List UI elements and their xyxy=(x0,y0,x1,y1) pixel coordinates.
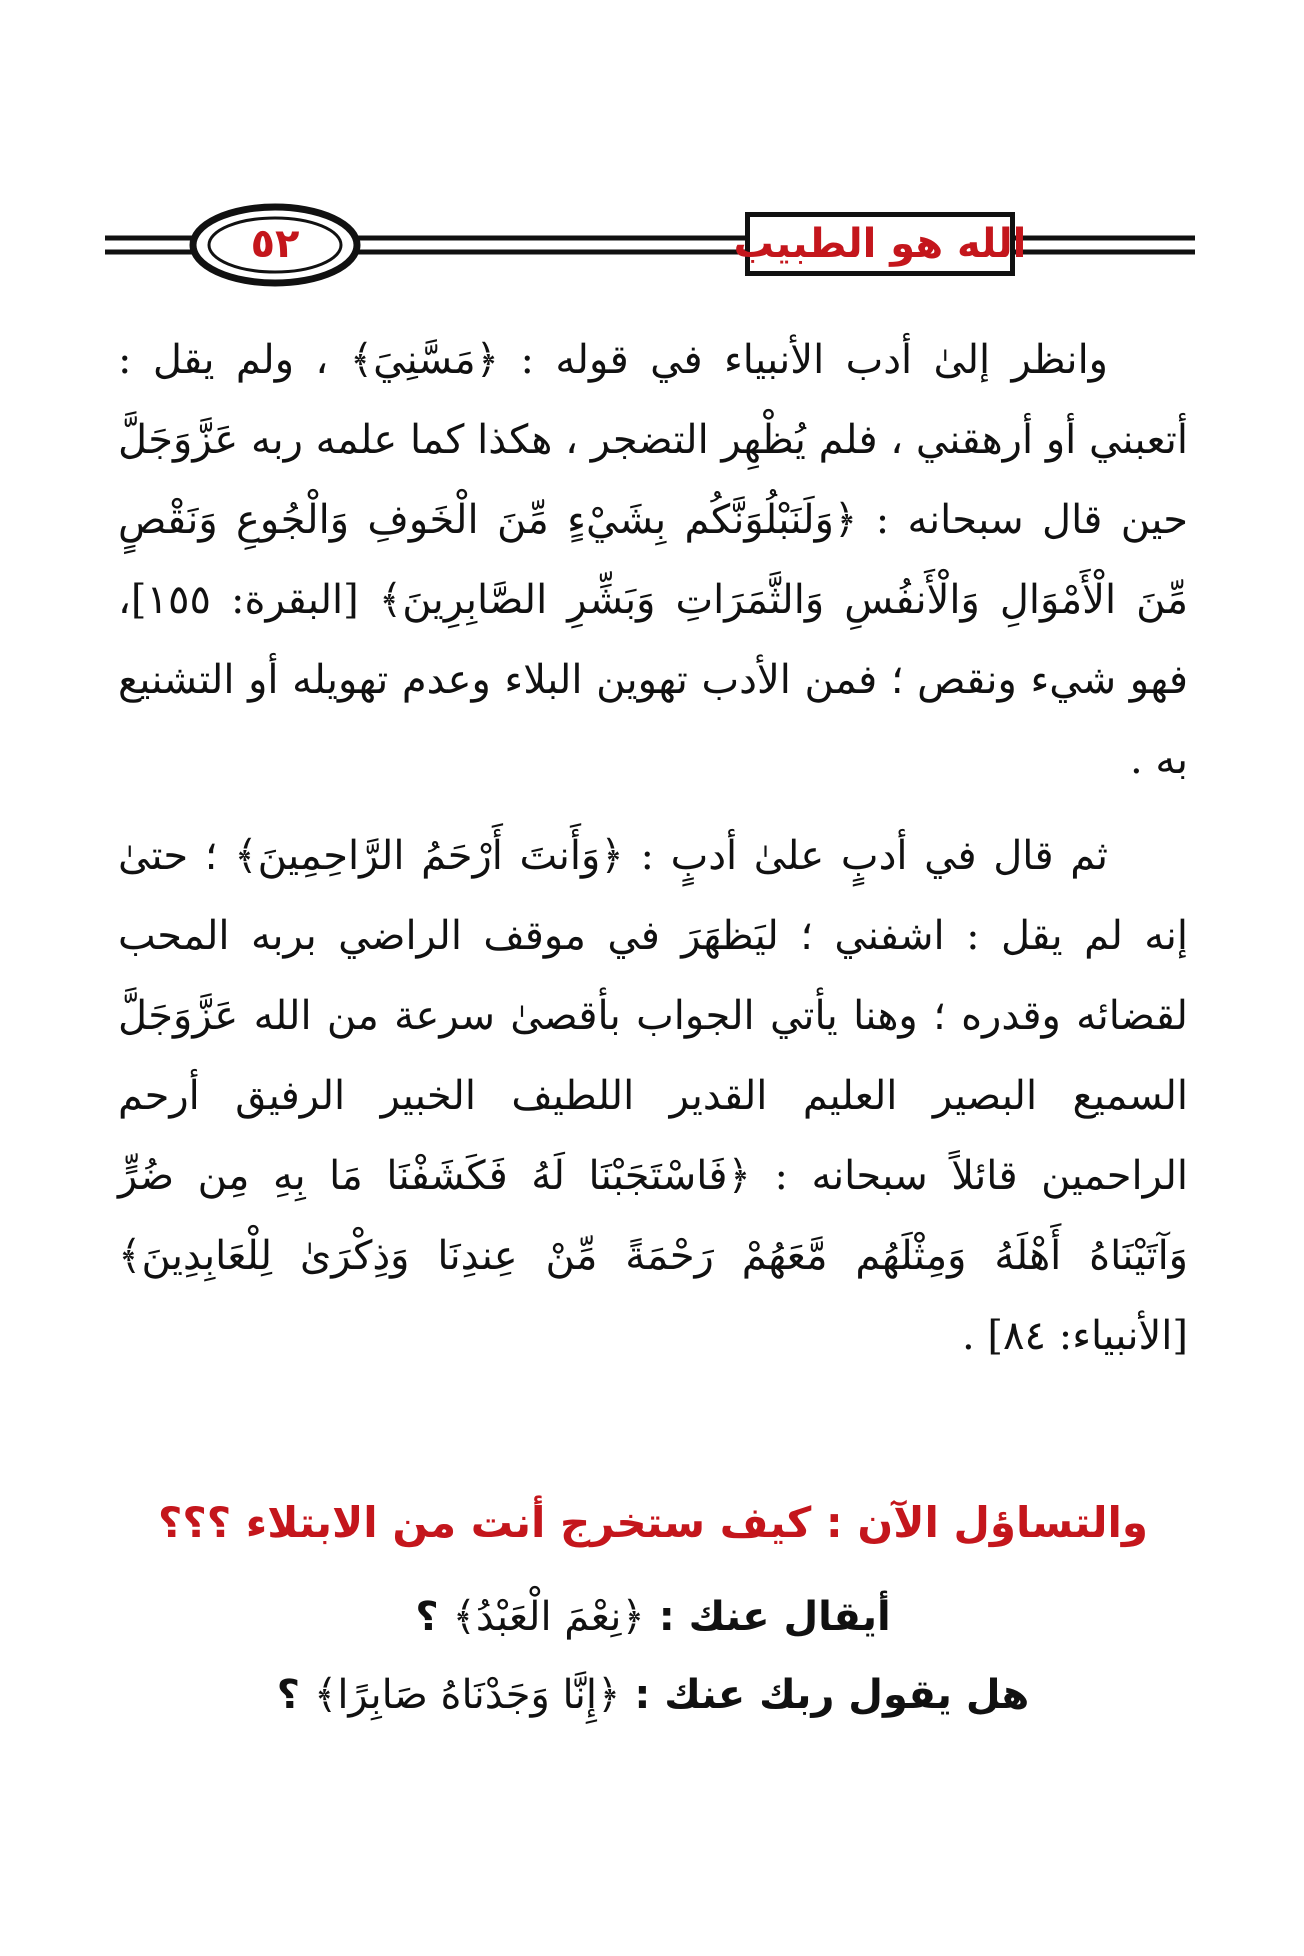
quran-verse: ﴿وَلَنَبْلُوَنَّكُم بِشَيْءٍ مِّنَ الْخَوفِ وَالْجُوعِ وَنَقْصٍ مِّنَ الْأَمْوَالِ وَالْأَنفُسِ وَالثَّمَرَاتِ وَبَشِّرِ الصَّابِرِينَ﴾ xyxy=(118,497,1188,623)
page-number: ٥٢ xyxy=(250,221,300,267)
page-header xyxy=(105,198,1195,294)
text-segment: ؛ حتىٰ إنه لم يقل : اشفني ؛ ليَظهَرَ في موقف الراضي بربه المحب لقضائه وقدره ؛ وهنا يأتي الجواب بأقصىٰ سرعة من الله عَزَّوَجَلَّ السميع البصير العليم القدير اللطيف الخبير الرفيق أرحم الراحمين قائلاً سبحانه : xyxy=(118,833,1188,1199)
line1-tail: ؟ xyxy=(415,1594,453,1640)
quran-verse: ﴿فَاسْتَجَبْنَا لَهُ فَكَشَفْنَا مَا بِهِ مِن ضُرٍّ وَآتَيْنَاهُ أَهْلَهُ وَمِثْلَهُم مَّعَهُمْ رَحْمَةً مِّنْ عِندِنَا وَذِكْرَىٰ لِلْعَابِدِينَ﴾ xyxy=(118,1153,1188,1279)
line2-lead: هل يقول ربك عنك : xyxy=(620,1672,1030,1718)
line1-lead: أيقال عنك : xyxy=(644,1594,891,1640)
line1-verse: ﴿نِعْمَ الْعَبْدُ﴾ xyxy=(452,1594,645,1640)
text-segment: ثم قال في أدبٍ علىٰ أدبٍ : xyxy=(623,833,1109,879)
text-segment: وانظر إلىٰ أدب الأنبياء في قوله : xyxy=(499,337,1108,383)
text-segment: [البقرة: ١٥٥]، فهو شيء ونقص ؛ فمن الأدب تهوين البلاء وعدم تهويله أو التشنيع به . xyxy=(118,577,1188,783)
text-segment: [الأنبياء: ٨٤] . xyxy=(961,1313,1188,1359)
quran-verse: ﴿وَأَنتَ أَرْحَمُ الرَّاحِمِينَ﴾ xyxy=(234,833,624,879)
quran-verse: ﴿مَسَّنِيَ﴾ xyxy=(349,337,500,383)
question-line-1 xyxy=(118,1582,1188,1652)
paragraph xyxy=(118,816,1188,1376)
chapter-title: الله هو الطبيب xyxy=(733,221,1027,267)
line2-tail: ؟ xyxy=(276,1672,314,1718)
question-heading: والتساؤل الآن : كيف ستخرج أنت من الابتلاء ؟؟؟ xyxy=(158,1498,1148,1547)
paragraph xyxy=(118,320,1188,800)
line2-verse: ﴿إِنَّا وَجَدْنَاهُ صَابِرًا﴾ xyxy=(313,1672,621,1718)
chapter-title-box xyxy=(733,212,1027,276)
main-text xyxy=(118,320,1188,1376)
text-segment: ، ولم يقل : أتعبني أو أرهقني ، فلم يُظْهِر التضجر ، هكذا كما علمه ربه عَزَّوَجَلَّ حين قال سبحانه : xyxy=(118,337,1189,543)
question-line-2 xyxy=(118,1660,1188,1730)
